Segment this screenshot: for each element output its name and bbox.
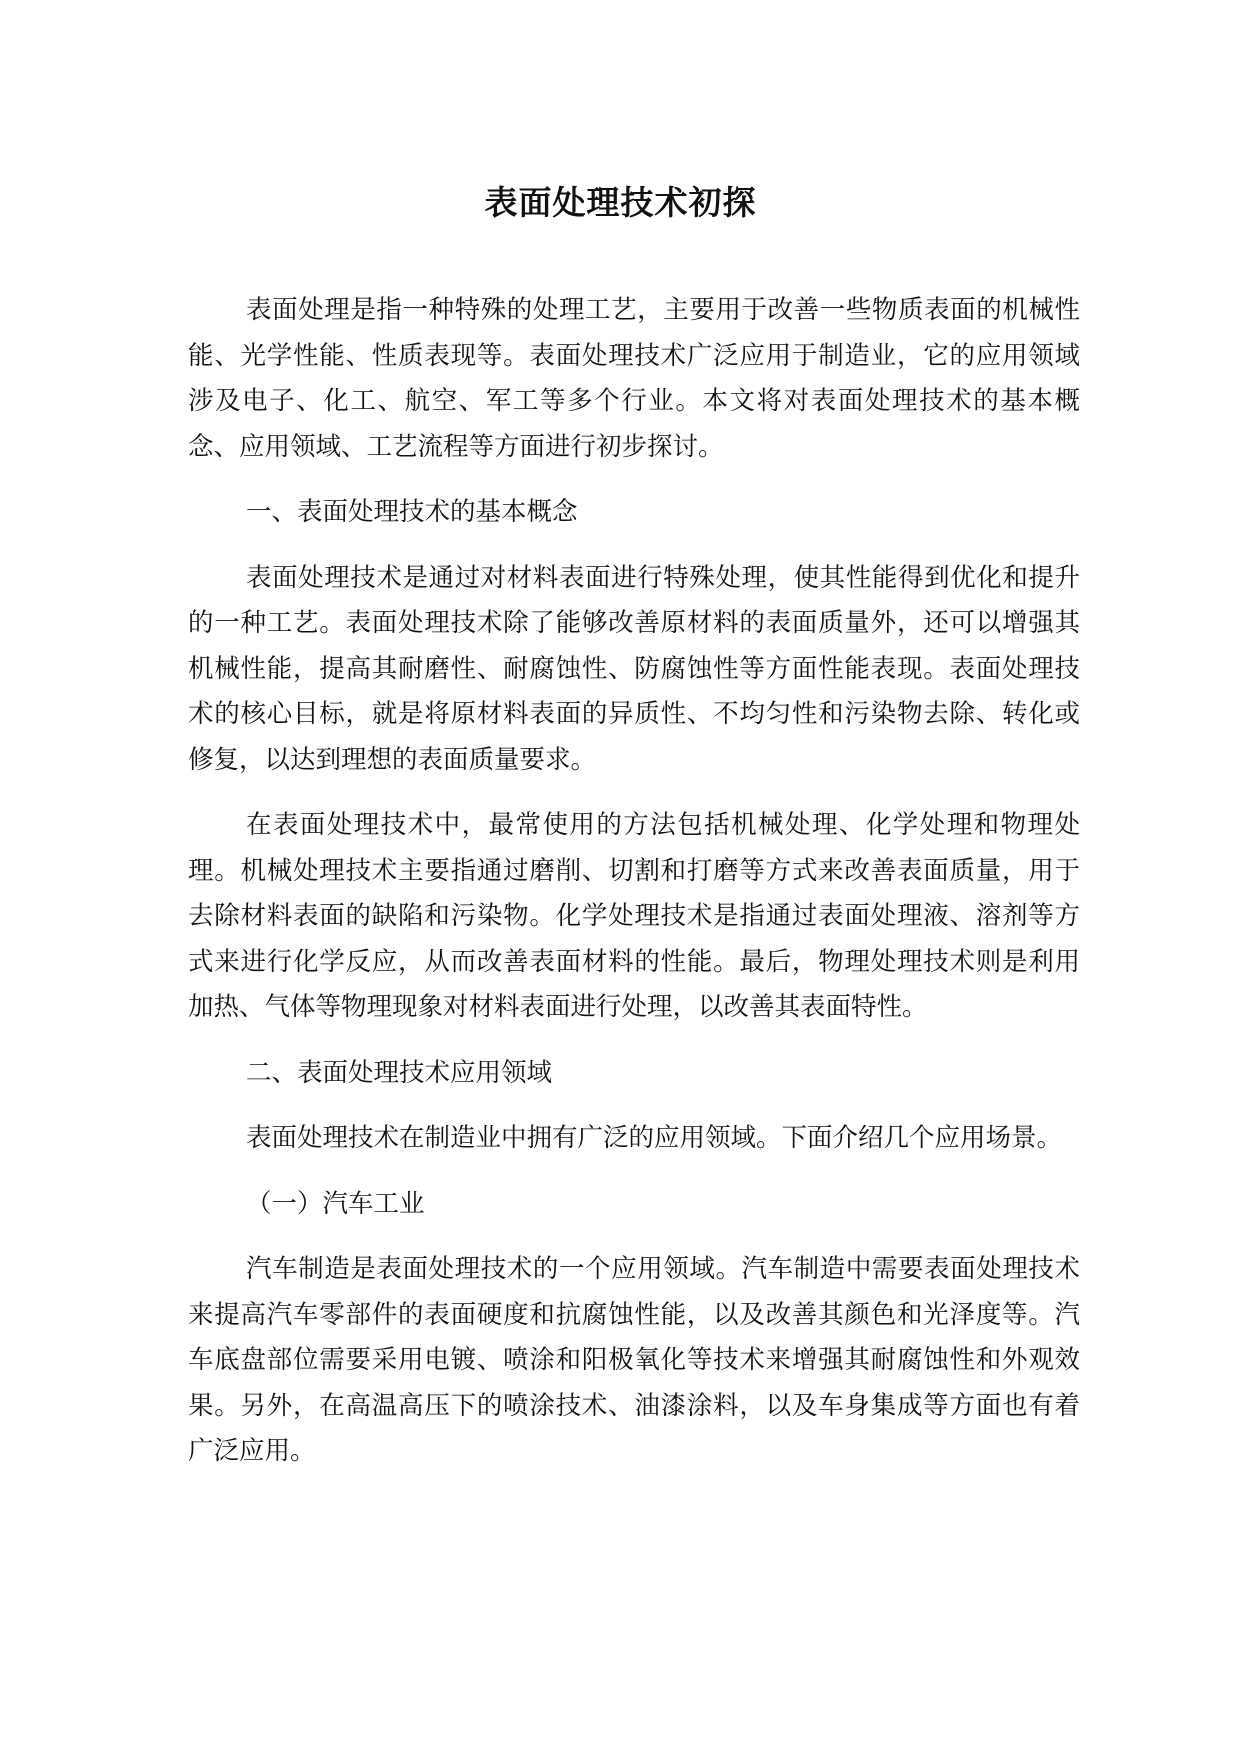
document-title: 表面处理技术初探 <box>484 183 757 222</box>
subsection-heading-automotive: （一）汽车工业 <box>246 1188 425 1219</box>
section-heading-basic-concept: 一、表面处理技术的基本概念 <box>246 497 578 527</box>
paragraph-automotive: 汽车制造是表面处理技术的一个应用领域。汽车制造中需要表面处理技术来提高汽车零部件的表面硬度和抗腐蚀性能，以及改善其颜色和光泽度等。汽车底盘部位需要采用电镀、喷涂和阳极氧化等技术来增强其耐腐蚀性和外观效果。另外，在高温高压下的喷涂技术、油漆涂料，以及车身集成等方面也有着广泛应用。 <box>188 1254 1080 1466</box>
intro-paragraph: 表面处理是指一种特殊的处理工艺，主要用于改善一些物质表面的机械性能、光学性能、性质表现等。表面处理技术广泛应用于制造业，它的应用领域涉及电子、化工、航空、军工等多个行业。本文将对表面处理技术的基本概念、应用领域、工艺流程等方面进行初步探讨。 <box>188 295 1080 462</box>
paragraph-application-intro: 表面处理技术在制造业中拥有广泛的应用领域。下面介绍几个应用场景。 <box>246 1123 1063 1153</box>
paragraph-basic-concept: 表面处理技术是通过对材料表面进行特殊处理，使其性能得到优化和提升的一种工艺。表面处理技术除了能够改善原材料的表面质量外，还可以增强其机械性能，提高其耐磨性、耐腐蚀性、防腐蚀性等方面性能表现。表面处理技术的核心目标，就是将原材料表面的异质性、不均匀性和污染物去除、转化或修复，以达到理想的表面质量要求。 <box>188 562 1080 775</box>
section-heading-application-fields: 二、表面处理技术应用领域 <box>246 1057 553 1088</box>
document-body <box>188 288 1080 1495</box>
paragraph-methods: 在表面处理技术中，最常使用的方法包括机械处理、化学处理和物理处理。机械处理技术主要指通过磨削、切割和打磨等方式来改善表面质量，用于去除材料表面的缺陷和污染物。化学处理技术是指通过表面处理液、溶剂等方式来进行化学反应，从而改善表面材料的性能。最后，物理处理技术则是利用加热、气体等物理现象对材料表面进行处理，以改善其表面特性。 <box>188 810 1080 1022</box>
